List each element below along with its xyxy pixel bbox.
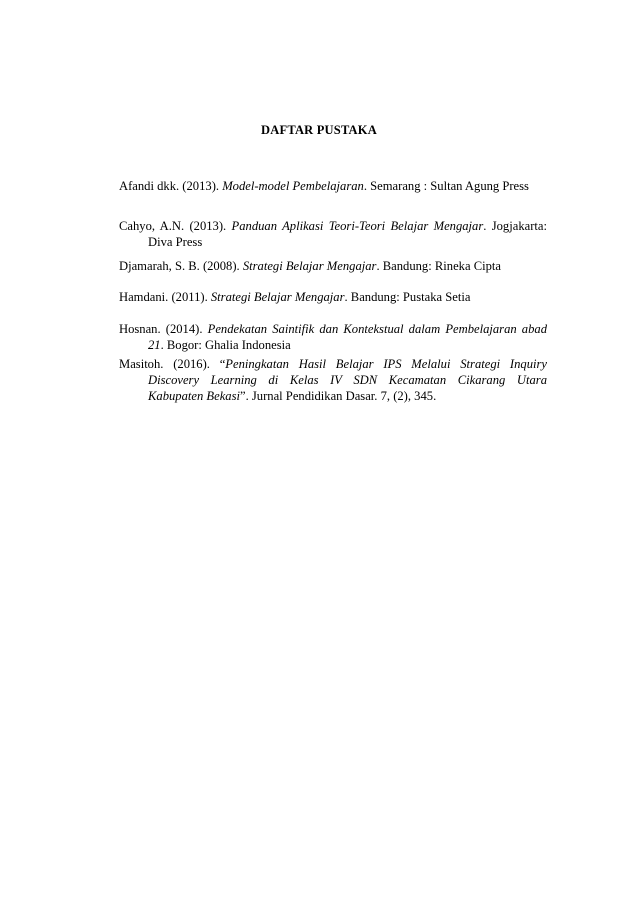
reference-title-text: Strategi Belajar Mengajar (242, 259, 377, 273)
reference-entry (119, 178, 547, 194)
reference-entry (119, 289, 547, 305)
reference-title-text: Pendekatan Saintifik dan Kontekstual dalam Pembelajaran abad (207, 322, 547, 336)
reference-line (119, 321, 547, 337)
reference-title-text: 21 (148, 338, 161, 352)
reference-line (119, 289, 547, 305)
reference-text: Hamdani. (2011). (119, 290, 211, 304)
reference-text: . Jogjakarta: (483, 219, 547, 233)
reference-title-text: Discovery Learning di Kelas IV SDN Kecamatan Cikarang Utara (148, 373, 547, 387)
reference-title-text: Kabupaten Bekasi (148, 389, 240, 403)
reference-text: Djamarah, S. B. (2008). (119, 259, 243, 273)
reference-entry (119, 356, 547, 404)
reference-text: ”. Jurnal Pendidikan Dasar. 7, (2), 345. (240, 389, 437, 403)
reference-line (119, 234, 547, 250)
reference-entry (119, 321, 547, 353)
reference-text: Diva Press (148, 235, 203, 249)
reference-text: . Semarang : Sultan Agung Press (363, 179, 529, 193)
reference-line (119, 337, 547, 353)
reference-text: . Bandung: Pustaka Setia (344, 290, 471, 304)
reference-text: Cahyo, A.N. (2013). (119, 219, 232, 233)
reference-text: Hosnan. (2014). (119, 322, 208, 336)
reference-line (119, 388, 547, 404)
reference-line (119, 372, 547, 388)
reference-entry (119, 258, 547, 274)
reference-entry (119, 218, 547, 250)
reference-title-text: Peningkatan Hasil Belajar IPS Melalui Strategi Inquiry (225, 357, 547, 371)
reference-line (119, 356, 547, 372)
reference-text: . Bandung: Rineka Cipta (376, 259, 501, 273)
reference-line (119, 218, 547, 234)
reference-line (119, 258, 547, 274)
reference-text: Masitoh. (2016). “ (119, 357, 226, 371)
page-title: DAFTAR PUSTAKA (261, 123, 377, 137)
reference-line (119, 178, 547, 194)
reference-text: . Bogor: Ghalia Indonesia (160, 338, 291, 352)
reference-text: Afandi dkk. (2013). (119, 179, 223, 193)
reference-title-text: Panduan Aplikasi Teori-Teori Belajar Mengajar (231, 219, 484, 233)
reference-title-text: Strategi Belajar Mengajar (210, 290, 345, 304)
reference-title-text: Model-model Pembelajaran (222, 179, 364, 193)
